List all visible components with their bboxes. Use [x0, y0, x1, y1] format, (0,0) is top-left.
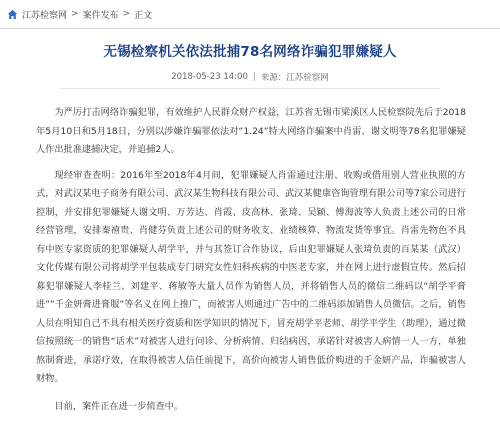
breadcrumb — [0, 0, 500, 28]
article-paragraph: 目前，案件正在进一步侦查中。 — [54, 400, 184, 412]
article-meta — [0, 71, 500, 83]
article-body — [36, 104, 466, 423]
breadcrumb-item-current: 正文 — [134, 10, 153, 21]
article-paragraph: 现经审查查明：2016年至2018年4月间，犯罪嫌疑人肖雷通过注册、收购或借用别人营业执照的方式，对武汉某电子商务有限公司、武汉某生物科技有限公司、武汉某健康咨询管理有限公司等7家公司进行控制，并安排犯罪嫌疑人谢文明、万芳达、肖霞、皮高林、张琦、吴颖、傅海波等人负责上述公司的日常经营管理，安排秦禧贵、肖健芬负责上述公司的财务收支、业绩核算、物流发货等事宜。肖雷先物色不具有中医专家资质的犯罪嫌疑人胡学平，并与其签订合作协议，后由犯罪嫌疑人张琦负责的百某某（武汉）文化传媒有限公司将胡学平包装成专门研究女性妇科疾病的中医老专家，并在网上进行虚假宣传。然后招募犯罪嫌疑人李桂兰、刘建平、蒋敏等大量人员作为销售人员，并将销售人员的微信二维码以“胡学平膏进”“千金妍膏进膏服”等名义在网上推广，而被害人则通过广告中的二维码添加销售人员微信。之后，销售人员在明知自己不具有相关医疗资质和医学知识的情况下，冒充胡学平老师、胡学平学生（助理），通过微信按照统一的销售“话术”对被害人进行问诊、分析病情、归结病因，承诺针对被害人病情一人一方，单独熬制膏进，承诺疗效，在取得被害人信任前提下，高价向被害人销售低价购进的千金妍产品，诈骗被害人财物。 — [36, 169, 466, 384]
article-title: 无锡检察机关依法批捕78名网络诈骗犯罪嫌疑人 — [103, 44, 397, 60]
publish-date: 2018-05-23 14:00 — [171, 72, 248, 82]
breadcrumb-separator: > — [122, 9, 131, 19]
header-divider — [0, 28, 500, 29]
breadcrumb-item-case-release[interactable]: 案件发布 — [82, 10, 119, 21]
meta-separator: | — [252, 72, 256, 82]
breadcrumb-item-home[interactable]: 江苏检察网 — [22, 10, 68, 21]
article-source: 来源：江苏检察网 — [260, 73, 329, 83]
home-icon[interactable] — [7, 9, 18, 20]
breadcrumb-separator: > — [71, 9, 79, 19]
meta-divider — [60, 88, 440, 89]
article-paragraph: 为严厉打击网络诈骗犯罪，有效维护人民群众财产权益，江苏省无锡市梁溪区人民检察院先后于2018年5月10日和5月18日，分别以涉嫌诈骗罪依法对“1.24”特大网络诈骗案中肖雷、谢文明等78名犯罪嫌疑人作出批准逮捕决定，并追捕2人。 — [36, 107, 466, 155]
